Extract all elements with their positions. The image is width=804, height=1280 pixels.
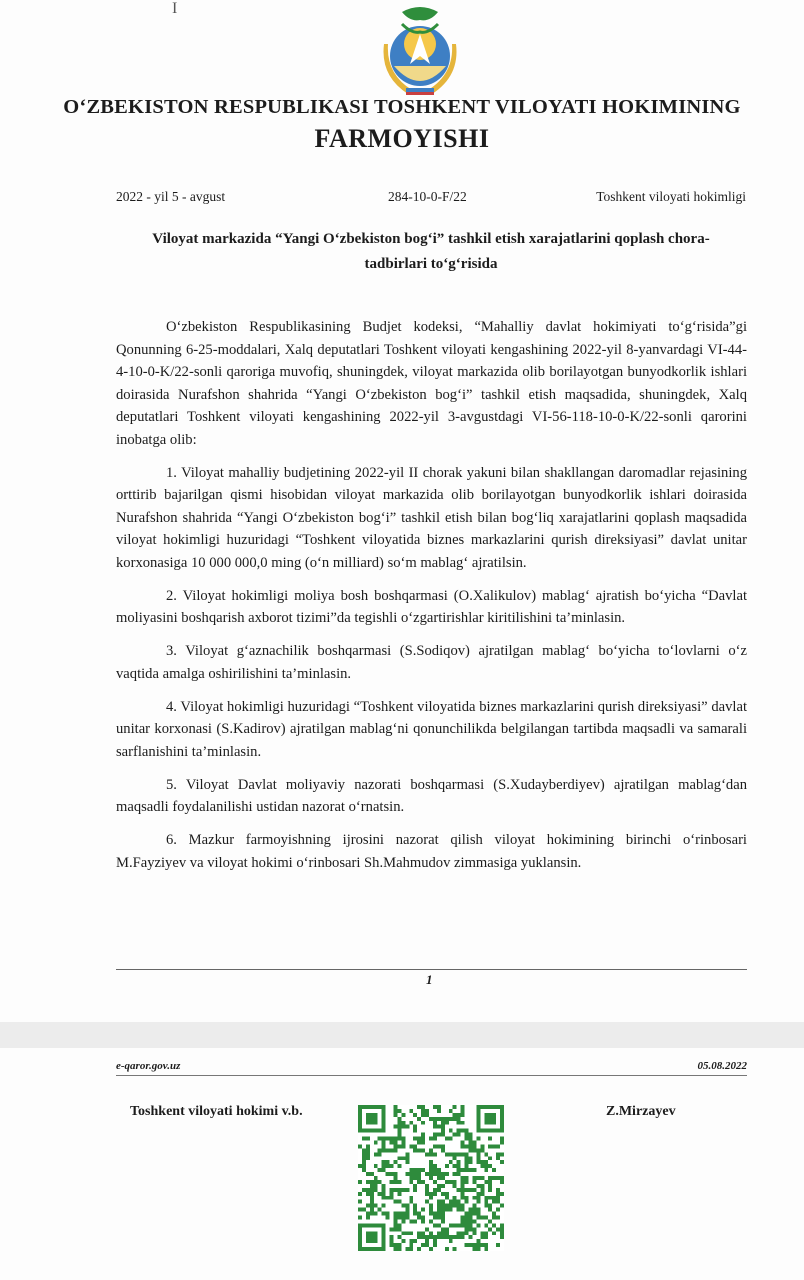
document-title: O‘ZBEKISTON RESPUBLIKASI TOSHKENT VILOYATI HOKIMINING xyxy=(63,96,741,118)
page-separator xyxy=(0,1022,804,1048)
document-place: Toshkent viloyati hokimligi xyxy=(596,189,746,204)
publication-date: 05.08.2022 xyxy=(697,1060,747,1072)
item-2-paragraph: 2. Viloyat hokimligi moliya bosh boshqarmasi (O.Xalikulov) mablag‘ ajratish bo‘yicha “Davlat moliyasini boshqarish axborot tizimi”da tegishli o‘zgartirishlar kiritilishini ta’minlasin. xyxy=(116,587,747,626)
footer-divider xyxy=(116,969,747,970)
page-2-divider xyxy=(116,1075,747,1076)
subject-line-1: Viloyat markazida “Yangi O‘zbekiston bog‘i” tashkil etish xarajatlarini qoplash chora- xyxy=(152,231,710,247)
item-6-paragraph: 6. Mazkur farmoyishning ijrosini nazorat qilish viloyat hokimining birinchi o‘rinbosari M.Fayziyev va viloyat hokimi o‘rinbosari Sh.Mahmudov zimmasiga yuklansin. xyxy=(116,832,747,871)
item-4-paragraph: 4. Viloyat hokimligi huzuridagi “Toshkent viloyatida biznes markazlarini qurish direksiyasi” davlat unitar korxonasi (S.Kadirov) ajratilgan mablag‘ni qonunchilikda belgilangan tartibda maqsadli va samarali sarflanishini ta’minlasin. xyxy=(116,698,747,760)
corner-mark: I xyxy=(172,0,178,17)
page-number: 1 xyxy=(426,972,433,987)
document-subject xyxy=(116,227,746,277)
state-emblem-icon xyxy=(372,4,468,98)
document-body xyxy=(116,316,747,885)
preamble-paragraph: O‘zbekiston Respublikasining Budjet kodeksi, “Mahalliy davlat hokimiyati to‘g‘risida”gi Qonunning 6-25-moddalari, Xalq deputatlari Toshkent viloyati kengashining 2022-yil 8-yanvardagi VI-44-4-10-0-K/22-sonli qaroriga muvofiq, shuningdek, viloyat markazida olib borilayotgan bunyodkorlik ishlari doirasida Nurafshon shahrida “Yangi O‘zbekiston bog‘i” tashkil etish maqsadida, shuningdek, Xalq deputatlari Toshkent viloyati kengashining 2022-yil 3-avgustdagi VI-56-118-10-0-K/22-sonli qarorini inobatga olib: xyxy=(116,319,747,448)
item-5-paragraph: 5. Viloyat Davlat moliyaviy nazorati boshqarmasi (S.Xudayberdiyev) ajratilgan mablag‘dan maqsadli foydalanilishi ustidan nazorat o‘rnatsin. xyxy=(116,776,747,815)
document-type: FARMOYISHI xyxy=(314,124,490,153)
signer-name: Z.Mirzayev xyxy=(606,1104,676,1119)
qr-code-icon xyxy=(358,1104,504,1252)
document-number: 284-10-0-F/22 xyxy=(388,189,467,204)
source-site: e-qaror.gov.uz xyxy=(116,1060,181,1072)
item-1-paragraph: 1. Viloyat mahalliy budjetining 2022-yil II chorak yakuni bilan shakllangan daromadlar rejasining orttirib bajarilgan qismi hisobidan viloyat markazida olib borilayotgan bunyodkorlik ishlari doirasida Nurafshon shahrida “Yangi O‘zbekiston bog‘i” tashkil etish bilan bog‘liq xarajatlarini qoplash maqsadida viloyat hokimligi huzuridagi “Toshkent viloyatida biznes markazlarini qurish direksiyasi” davlat unitar korxonasiga 10 000 000,0 ming (o‘n milliard) so‘m mablag‘ ajratilsin. xyxy=(116,464,747,571)
document-date: 2022 - yil 5 - avgust xyxy=(116,189,226,204)
signer-title: Toshkent viloyati hokimi v.b. xyxy=(130,1104,303,1119)
subject-line-2: tadbirlari to‘g‘risida xyxy=(364,256,498,272)
item-3-paragraph: 3. Viloyat g‘aznachilik boshqarmasi (S.Sodiqov) ajratilgan mablag‘ bo‘yicha to‘lovlarni o‘z vaqtida amalga oshirilishini ta’minlasin. xyxy=(116,643,747,682)
